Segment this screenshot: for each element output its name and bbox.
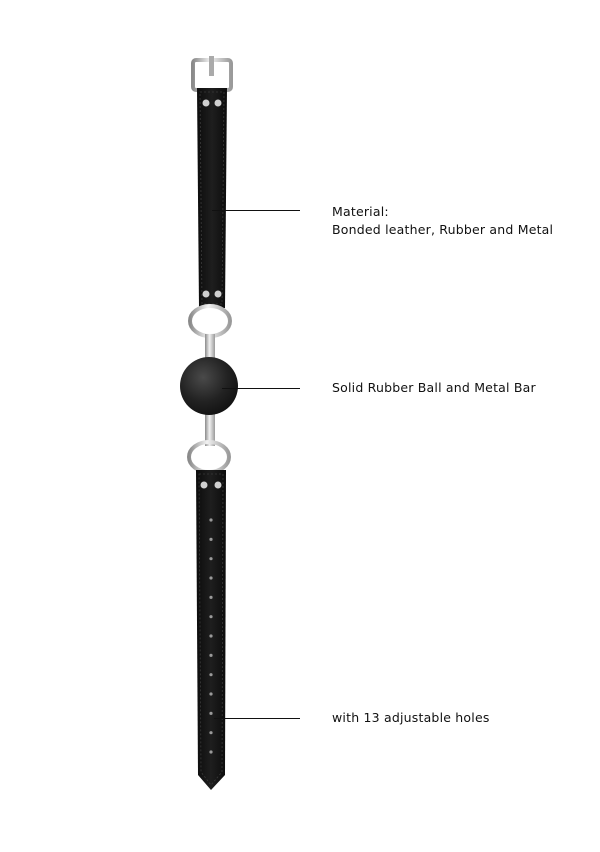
adjustable-hole bbox=[209, 750, 212, 753]
rubber-ball bbox=[180, 357, 238, 415]
ball-callout-line bbox=[222, 388, 300, 389]
holes-callout bbox=[332, 709, 490, 727]
rivet bbox=[215, 100, 222, 107]
material-title: Material: bbox=[332, 204, 389, 219]
ball-callout-text: Solid Rubber Ball and Metal Bar bbox=[332, 380, 536, 395]
adjustable-hole bbox=[209, 596, 212, 599]
holes-callout-text: with 13 adjustable holes bbox=[332, 710, 490, 725]
ball-callout bbox=[332, 379, 536, 397]
adjustable-hole bbox=[209, 673, 212, 676]
rivet bbox=[215, 291, 222, 298]
upper-strap bbox=[197, 88, 227, 308]
adjustable-hole bbox=[209, 538, 212, 541]
buckle bbox=[193, 56, 231, 90]
rivet bbox=[201, 482, 208, 489]
rivet bbox=[215, 482, 222, 489]
lower-o-ring bbox=[189, 442, 229, 472]
adjustable-hole bbox=[209, 731, 212, 734]
adjustable-hole bbox=[209, 518, 212, 521]
adjustable-hole bbox=[209, 712, 212, 715]
upper-o-ring bbox=[190, 306, 230, 336]
adjustable-hole bbox=[209, 615, 212, 618]
lower-strap bbox=[196, 470, 226, 790]
adjustable-hole bbox=[209, 692, 212, 695]
material-callout bbox=[332, 203, 553, 239]
rivet bbox=[203, 100, 210, 107]
adjustable-hole bbox=[209, 634, 212, 637]
adjustable-hole bbox=[209, 557, 212, 560]
adjustable-hole bbox=[209, 576, 212, 579]
holes-callout-line bbox=[214, 718, 300, 719]
material-detail: Bonded leather, Rubber and Metal bbox=[332, 222, 554, 237]
rivet bbox=[203, 291, 210, 298]
adjustable-hole bbox=[209, 654, 212, 657]
material-callout-line bbox=[212, 210, 300, 211]
